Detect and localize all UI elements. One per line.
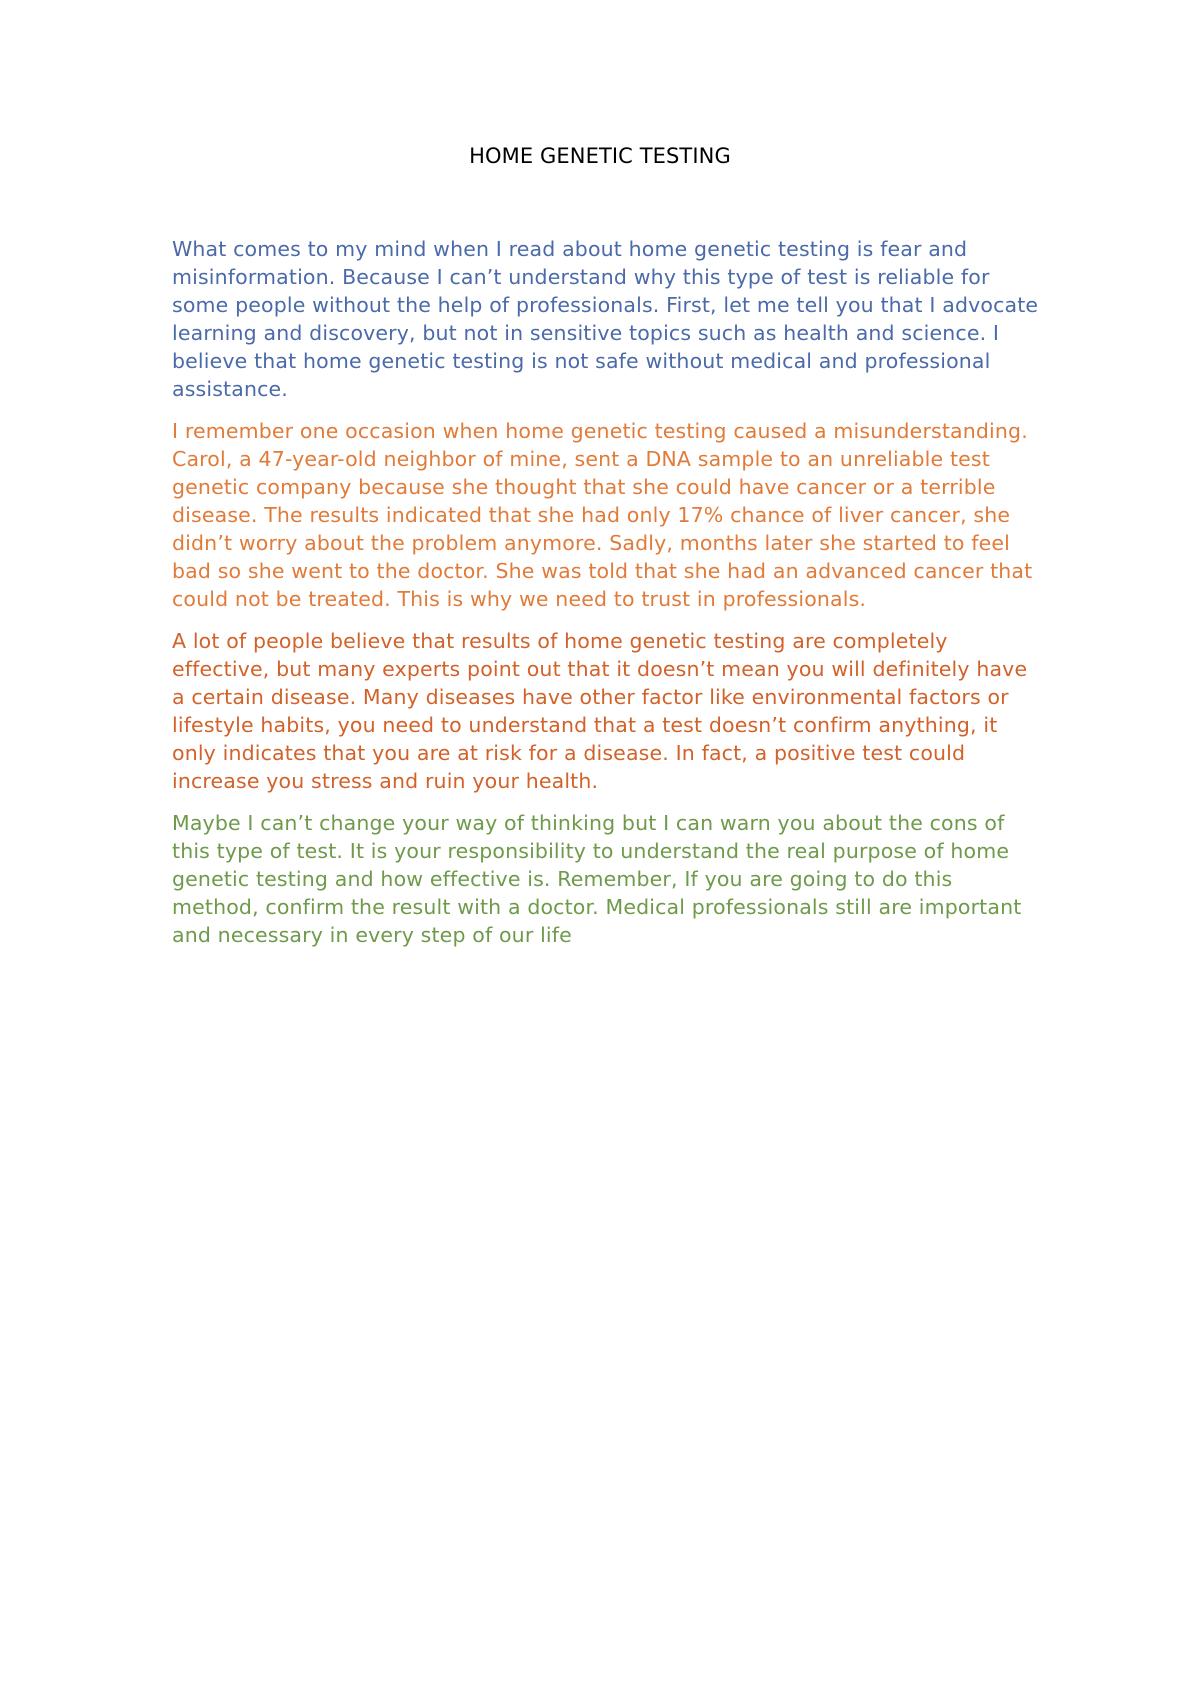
paragraph-3: A lot of people believe that results of home genetic testing are completely effective, but many experts point out that it doesn’t mean you will definitely have a certain disease. Many diseases have other factor like environmental factors or lifestyle habits, you need to understand that a test doesn’t confirm anything, it only indicates that you are at risk for a disease. In fact, a positive test could increase you stress and ruin your health. — [172, 629, 1028, 793]
paragraph-4: Maybe I can’t change your way of thinking but I can warn you about the cons of this type of test. It is your responsibility to understand the real purpose of home genetic testing and how effective is. Remember, If you are going to do this method, confirm the result with a doctor. Medical professionals still are important and necessary in every step of our life — [172, 811, 1022, 947]
document-body — [172, 235, 1042, 963]
document-title: HOME GENETIC TESTING — [469, 144, 731, 168]
paragraph-1: What comes to my mind when I read about home genetic testing is fear and misinformation. Because I can’t understand why this type of test is reliable for some people without the help of professionals. First, let me tell you that I advocate learning and discovery, but not in sensitive topics such as health and science. I believe that home genetic testing is not safe without medical and professional assistance. — [172, 237, 1039, 401]
paragraph-2: I remember one occasion when home genetic testing caused a misunderstanding. Carol, a 47-year-old neighbor of mine, sent a DNA sample to an unreliable test genetic company because she thought that she could have cancer or a terrible disease. The results indicated that she had only 17% chance of liver cancer, she didn’t worry about the problem anymore. Sadly, months later she started to feel bad so she went to the doctor. She was told that she had an advanced cancer that could not be treated. This is why we need to trust in professionals. — [172, 419, 1033, 611]
